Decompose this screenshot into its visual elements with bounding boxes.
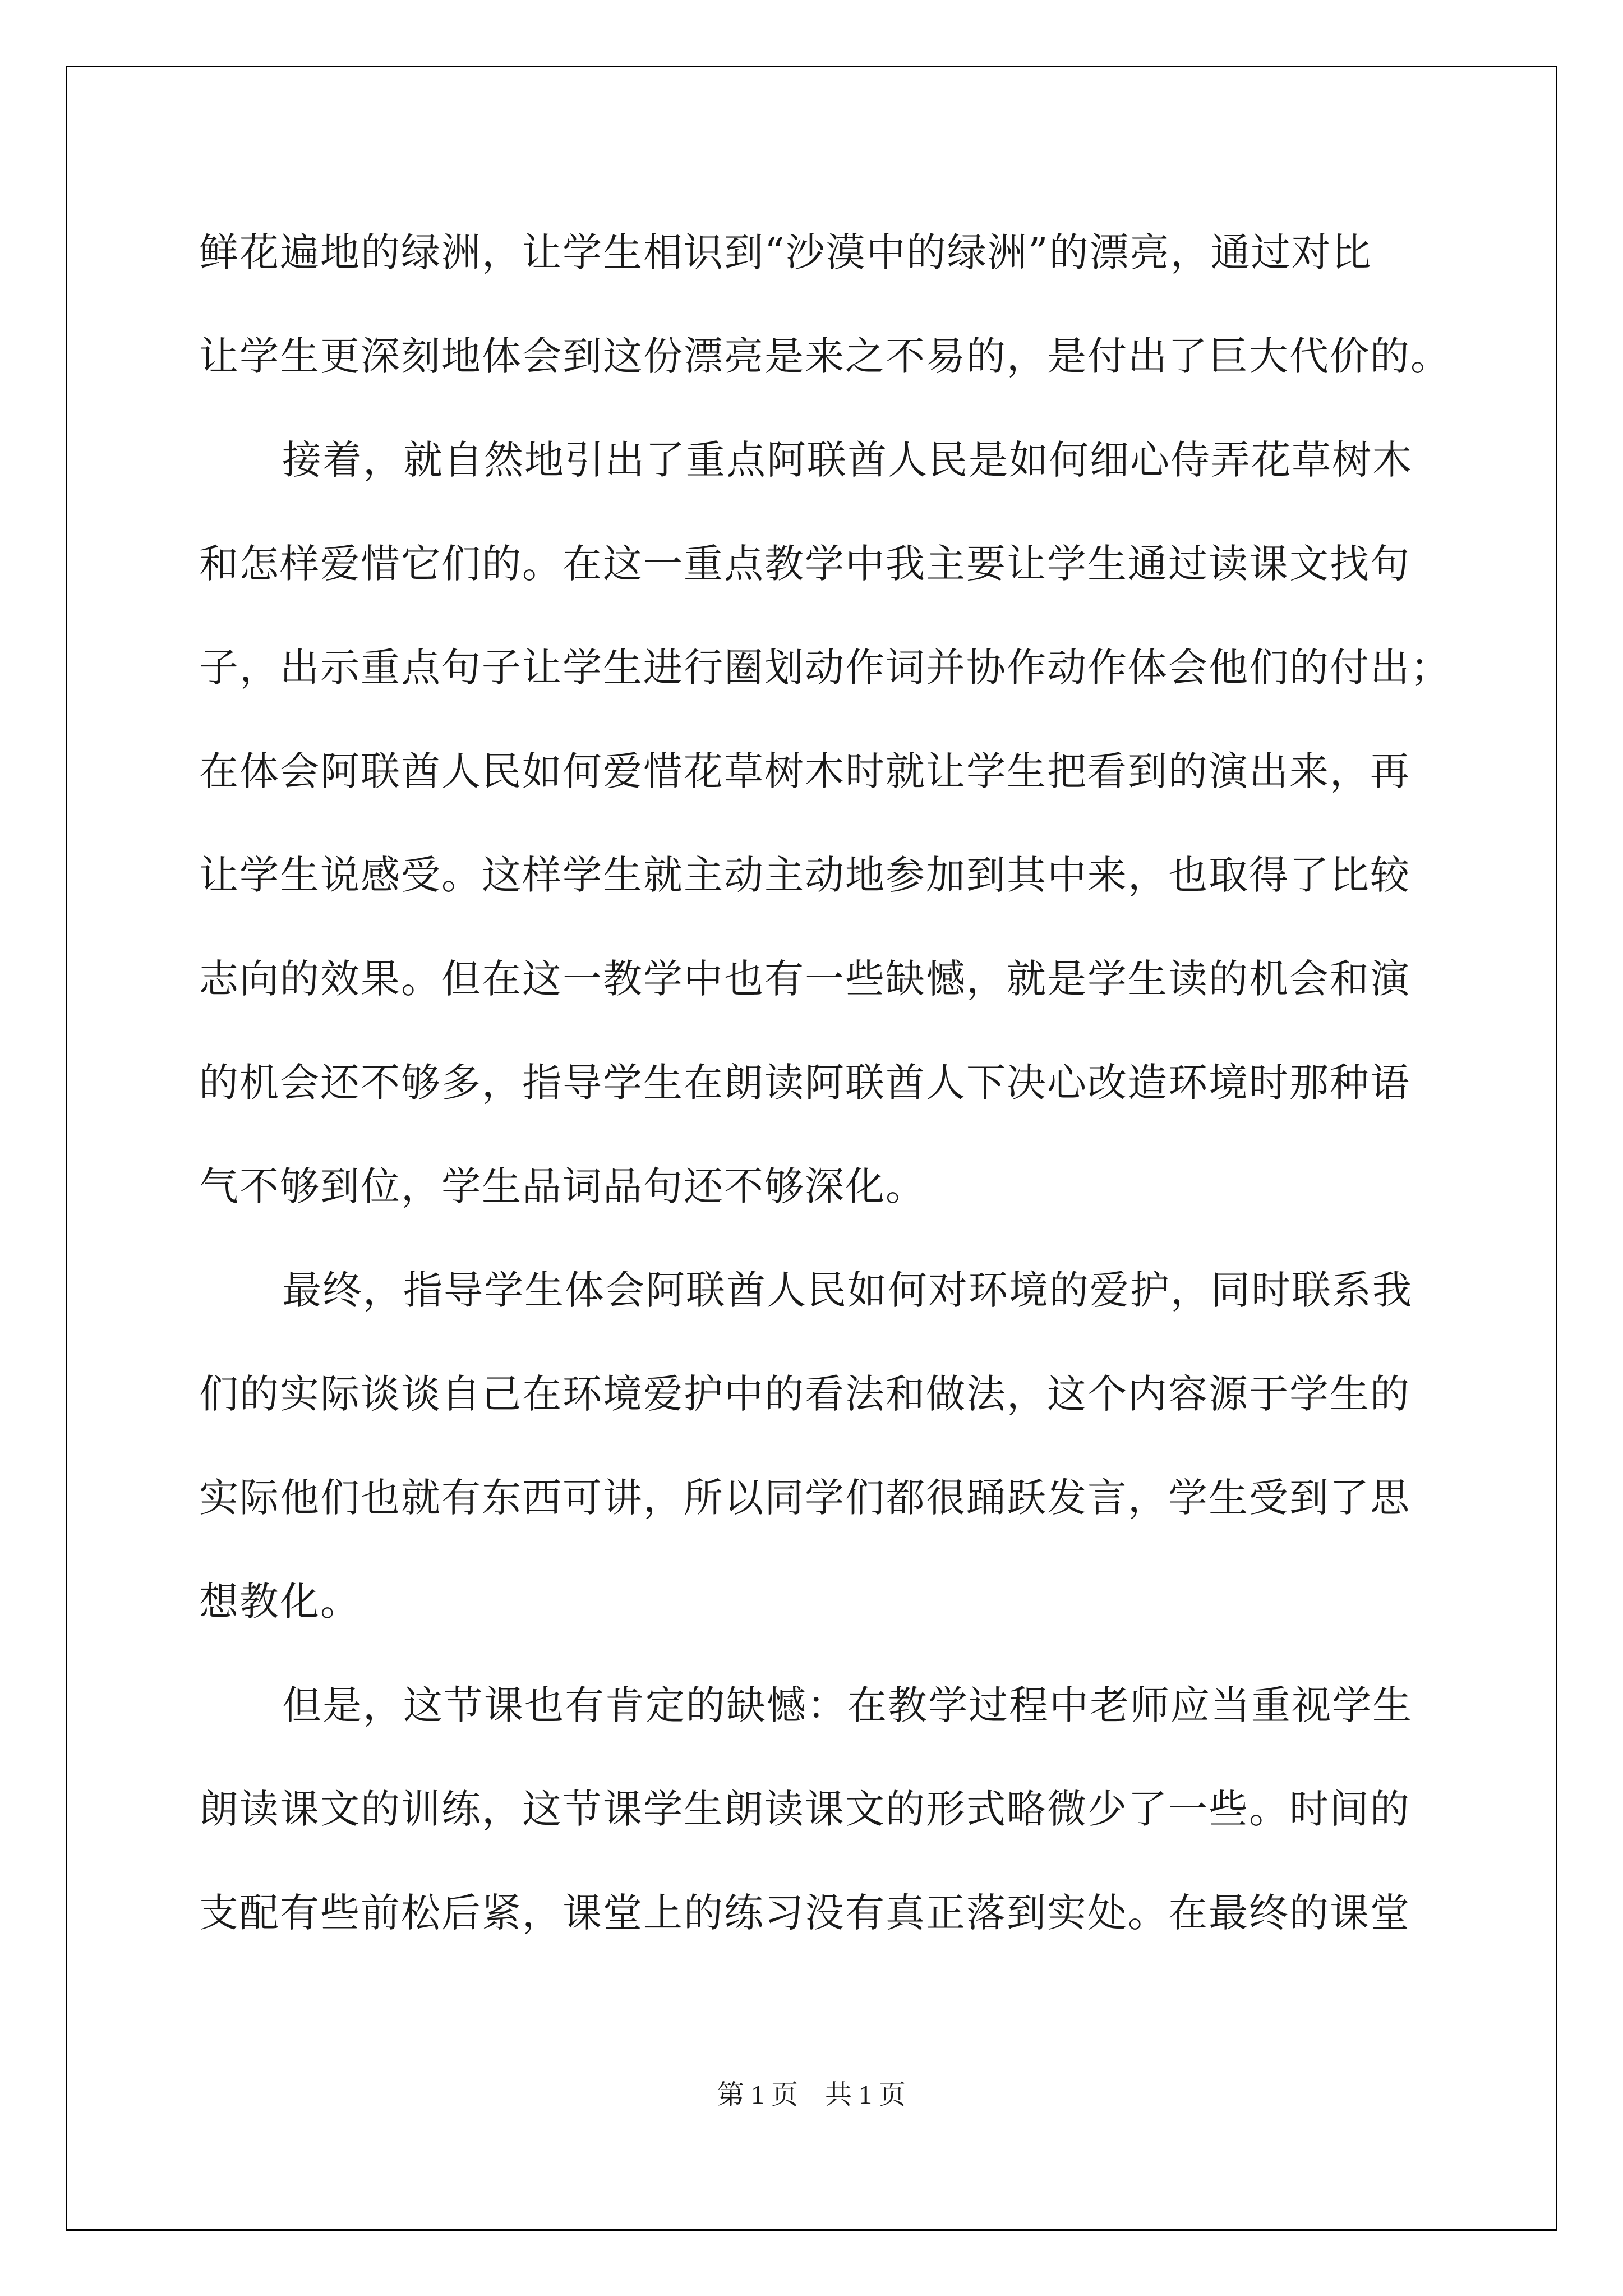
text-line: 和怎样爱惜它们的。在这一重点教学中我主要让学生通过读课文找句 [199,541,1410,587]
text-line: 气不够到位，学生品词品句还不够深化。 [199,1163,926,1209]
text-line: 子，出示重点句子让学生进行圈划动作词并协作动作体会他们的付出； [199,645,1451,691]
text-line: 想教化。 [199,1579,361,1625]
paragraph-start-line: 接着，就自然地引出了重点阿联酋人民是如何细心侍弄花草树木 [282,437,1413,483]
paragraph-start-line: 最终，指导学生体会阿联酋人民如何对环境的爱护，同时联系我 [282,1267,1413,1313]
text-line: 让学生说感受。这样学生就主动主动地参加到其中来，也取得了比较 [199,852,1410,898]
text-line: 让学生更深刻地体会到这份漂亮是来之不易的，是付出了巨大代价的。 [199,333,1451,379]
text-line: 的机会还不够多，指导学生在朗读阿联酋人下决心改造环境时那种语 [199,1060,1410,1106]
text-line: 支配有些前松后紧，课堂上的练习没有真正落到实处。在最终的课堂 [199,1890,1410,1936]
page-number-footer: 第 1 页 共 1 页 [717,2080,906,2110]
paragraph-start-line: 但是，这节课也有肯定的缺憾：在教学过程中老师应当重视学生 [282,1682,1413,1728]
text-line: 鲜花遍地的绿洲，让学生相识到“沙漠中的绿洲”的漂亮，通过对比 [199,229,1372,275]
text-line: 实际他们也就有东西可讲，所以同学们都很踊跃发言，学生受到了思 [199,1475,1410,1521]
text-line: 朗读课文的训练，这节课学生朗读课文的形式略微少了一些。时间的 [199,1786,1410,1832]
text-line: 在体会阿联酋人民如何爱惜花草树木时就让学生把看到的演出来，再 [199,748,1410,794]
text-line: 志向的效果。但在这一教学中也有一些缺憾，就是学生读的机会和演 [199,956,1410,1002]
text-line: 们的实际谈谈自己在环境爱护中的看法和做法，这个内容源于学生的 [199,1371,1410,1417]
